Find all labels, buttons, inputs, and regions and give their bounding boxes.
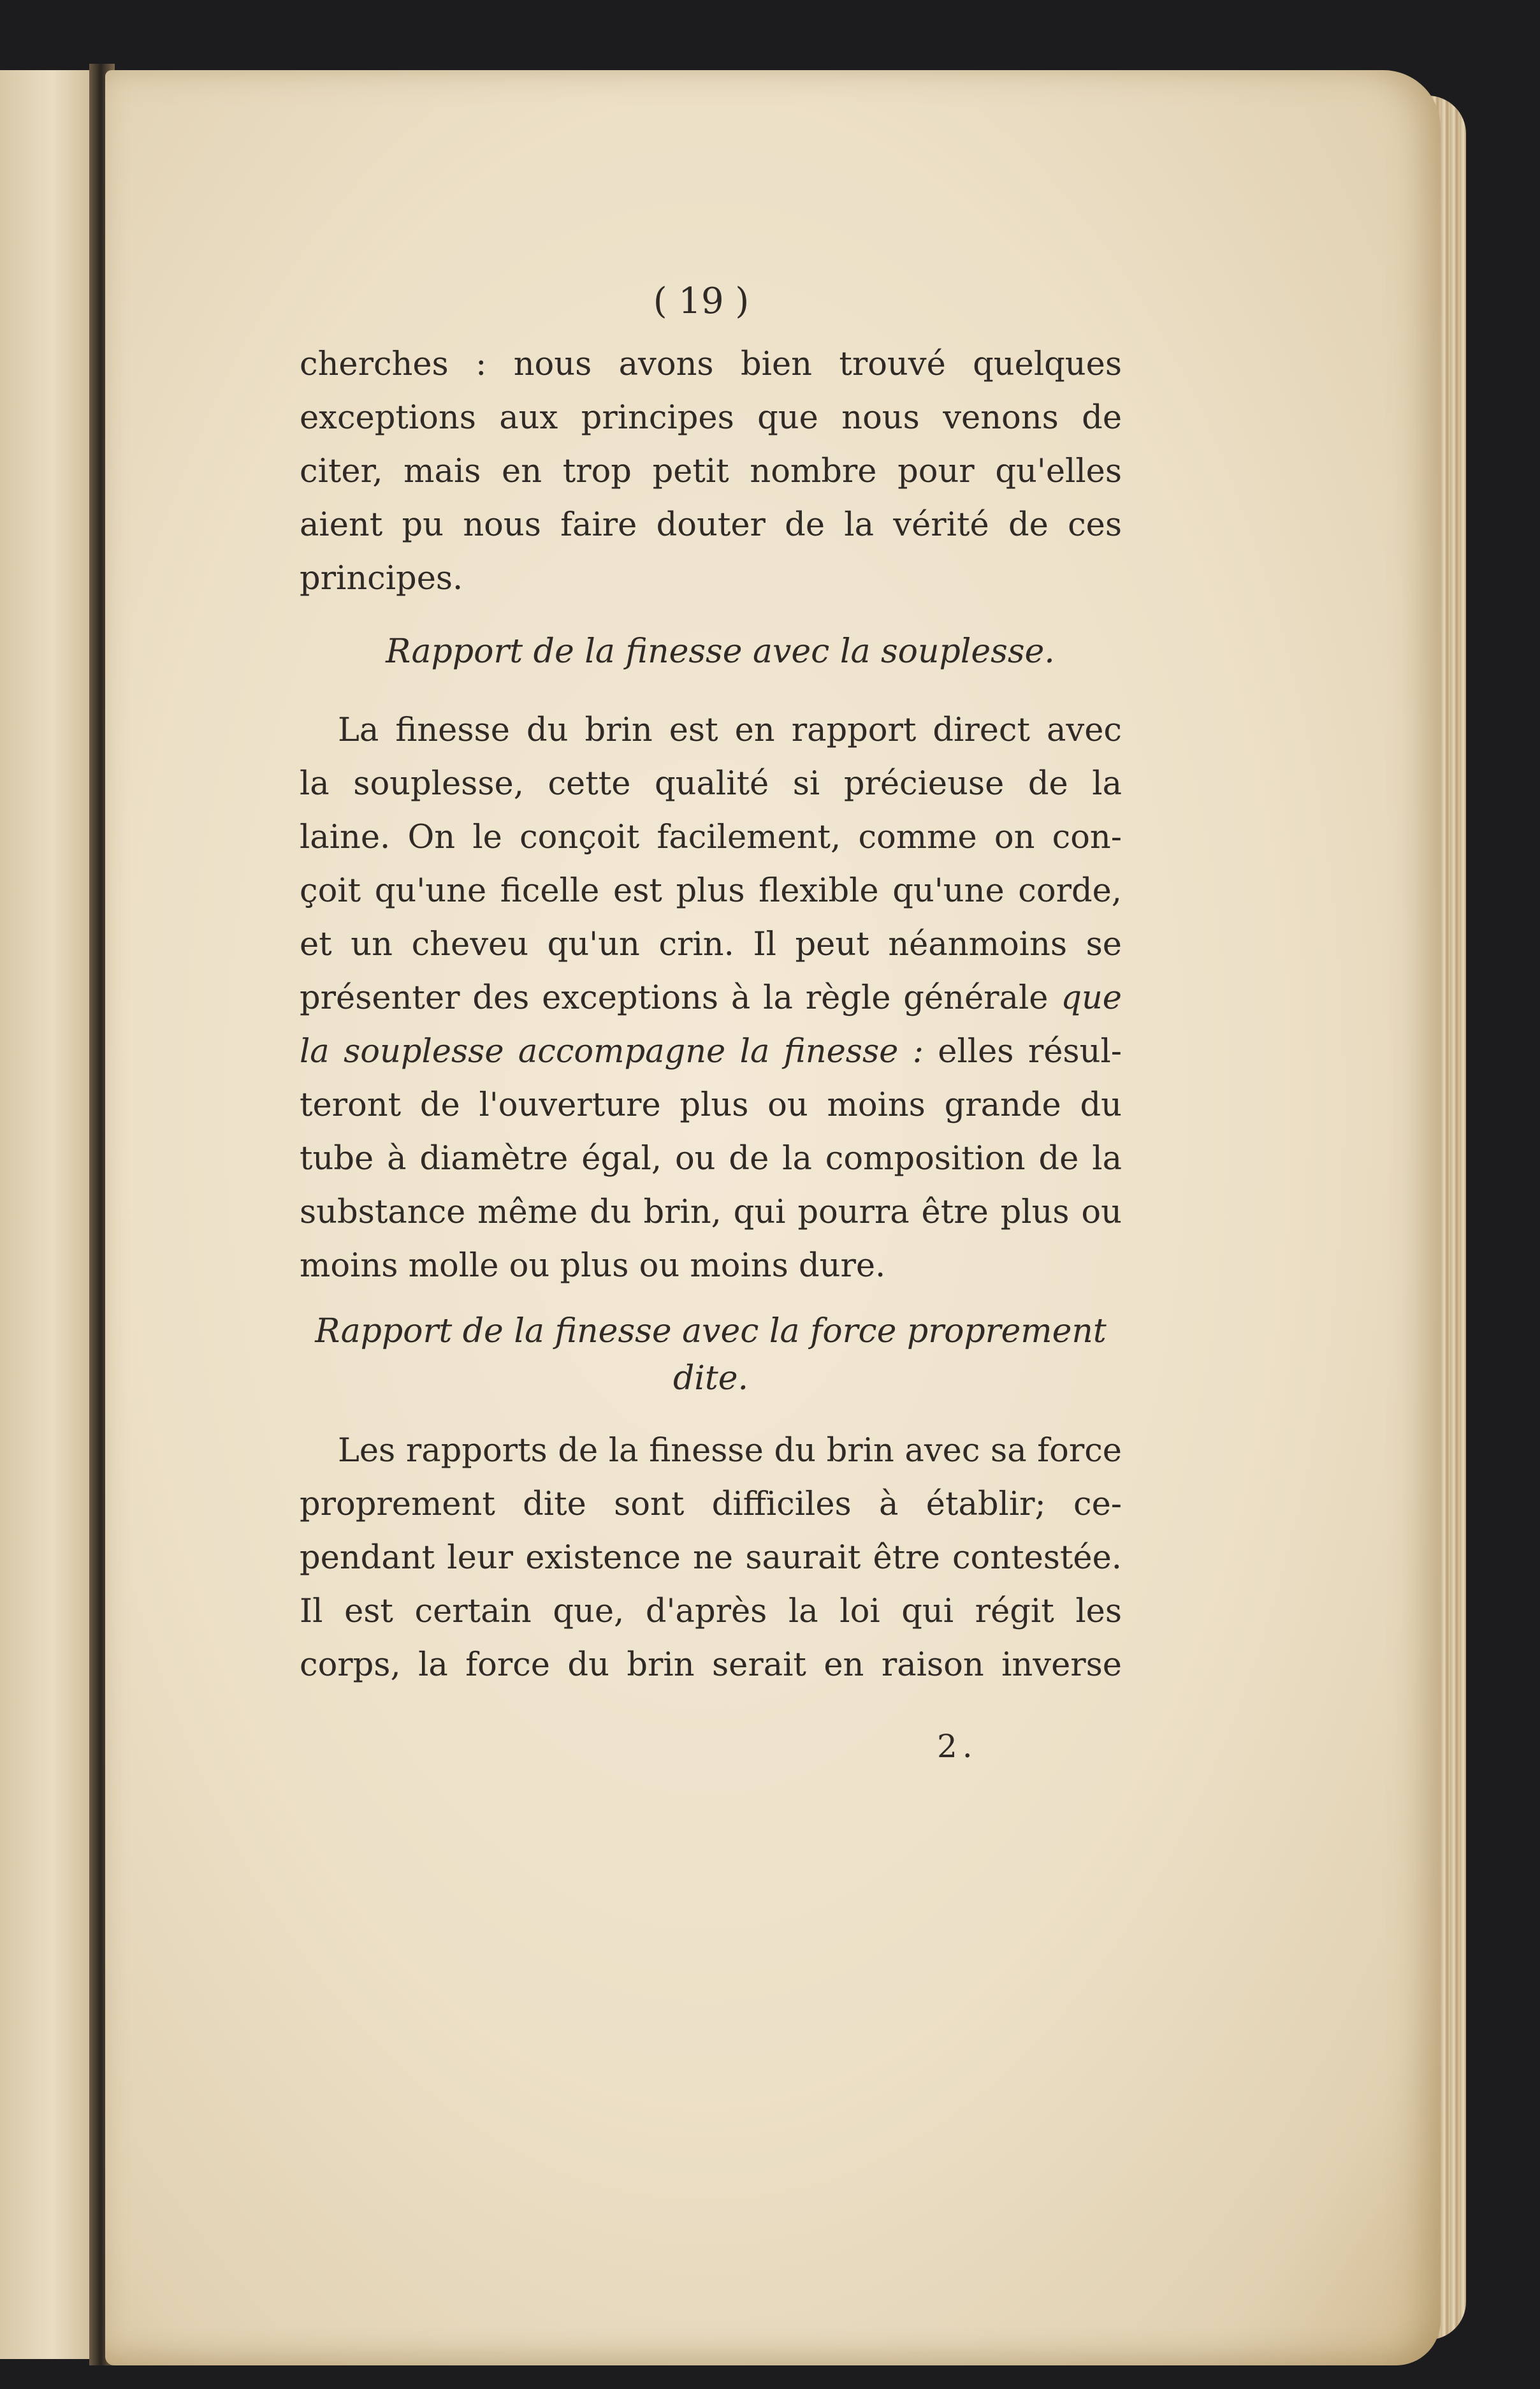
text-line — [300, 972, 1122, 1025]
signature-mark: 2. — [937, 1728, 978, 1765]
text-run: présenter des exceptions à la règle générale — [300, 979, 1061, 1017]
italic-run: que — [1061, 979, 1122, 1017]
text-line: et un cheveu qu'un crin. Il peut néanmoins se — [300, 926, 1122, 963]
section-heading-souplesse: Rapport de la finesse avec la souplesse. — [386, 632, 1055, 671]
text-line: Les rapports de la finesse du brin avec sa force — [338, 1432, 1122, 1470]
text-line: cherches : nous avons bien trouvé quelques — [300, 346, 1122, 383]
text-line: La finesse du brin est en rapport direct avec — [338, 712, 1122, 749]
text-run: elles résul- — [923, 1033, 1122, 1070]
text-line: moins molle ou plus ou moins dure. — [300, 1247, 886, 1285]
facing-page-edge — [0, 70, 96, 2359]
paragraph-1 — [300, 338, 1122, 606]
paragraph-2 — [300, 704, 1122, 1293]
text-line: citer, mais en trop petit nombre pour qu'elles — [300, 453, 1122, 490]
text-line: proprement dite sont difficiles à établir; ce- — [300, 1486, 1122, 1523]
text-line: la souplesse, cette qualité si précieuse de la — [300, 765, 1122, 803]
text-line: laine. On le conçoit facilement, comme on con- — [300, 819, 1122, 856]
italic-run: la souplesse accompagne la finesse : — [300, 1033, 924, 1070]
text-line: pendant leur existence ne saurait être contestée. — [300, 1539, 1122, 1577]
text-line: principes. — [300, 560, 463, 597]
text-line: aient pu nous faire douter de la vérité de ces — [300, 506, 1122, 544]
text-line: Il est certain que, d'après la loi qui régit les — [300, 1593, 1122, 1630]
text-line: teront de l'ouverture plus ou moins grande du — [300, 1086, 1122, 1124]
text-line: corps, la force du brin serait en raison inverse — [300, 1646, 1122, 1684]
heading-line: Rapport de la finesse avec la force proprement — [315, 1312, 1107, 1350]
page-text — [300, 338, 1122, 1692]
text-line: substance même du brin, qui pourra être plus ou — [300, 1194, 1122, 1231]
text-line: çoit qu'une ficelle est plus flexible qu'une corde, — [300, 872, 1122, 910]
section-heading-force — [300, 1304, 1122, 1399]
page-number: ( 19 ) — [653, 281, 750, 322]
text-line: tube à diamètre égal, ou de la composition de la — [300, 1140, 1122, 1178]
text-line: exceptions aux principes que nous venons de — [300, 399, 1122, 437]
text-line — [300, 1025, 1122, 1079]
heading-line: dite. — [672, 1359, 749, 1398]
paragraph-3 — [300, 1424, 1122, 1692]
